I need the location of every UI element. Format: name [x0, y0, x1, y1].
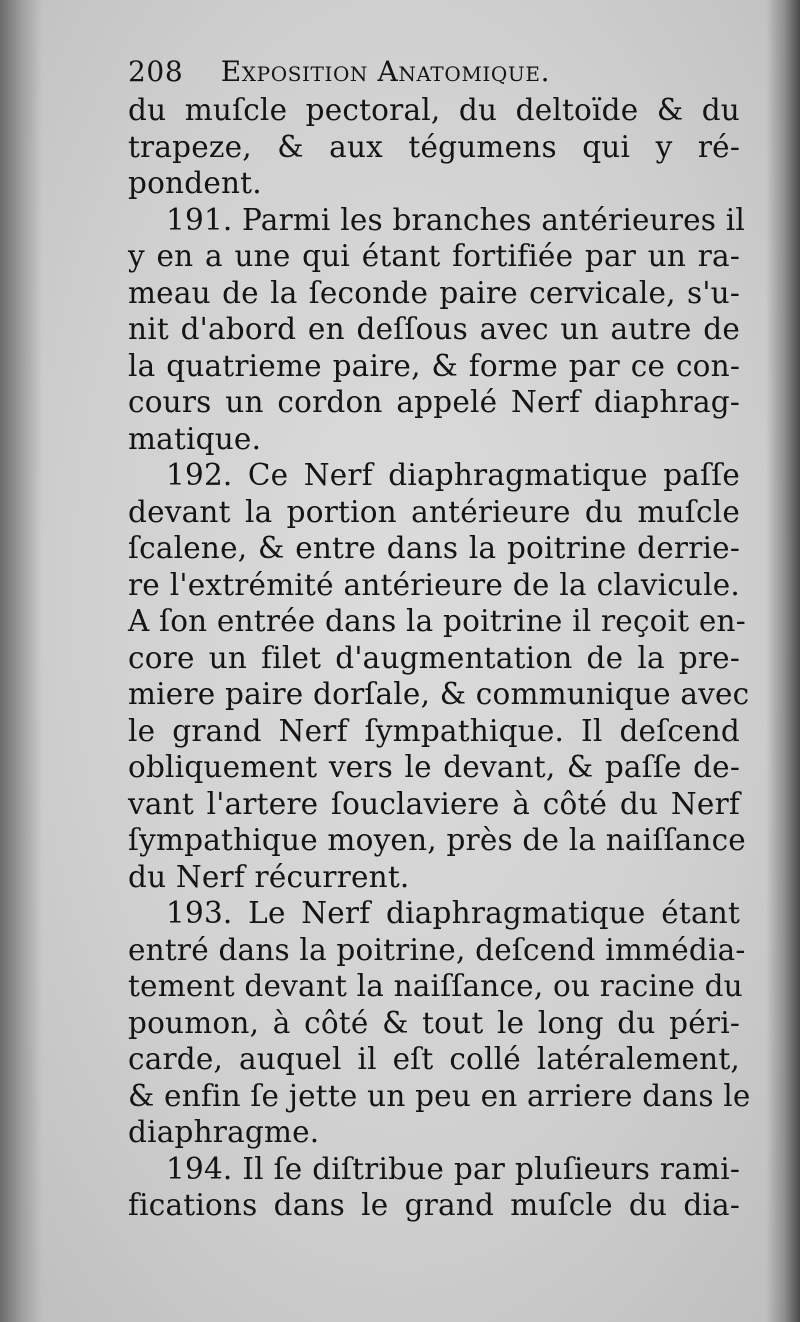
- text-line: ſympathique moyen, près de la naiſſance: [128, 823, 746, 857]
- text-line: vant l'artere ſouclaviere à côté du Nerf: [128, 786, 740, 821]
- paragraph-start-line: 193. Le Nerf diaphragmatique étant: [166, 896, 740, 930]
- text-line: le grand Nerf ſympathique. Il deſcend: [128, 713, 740, 748]
- text-line: entré dans la poitrine, deſcend immédia-: [128, 932, 746, 967]
- page-gutter-shadow: [0, 0, 42, 1322]
- text-line: tement devant la naiſſance, ou racine du: [128, 969, 743, 1003]
- text-line: poumon, à côté & tout le long du péri-: [128, 1005, 740, 1040]
- text-line: & enfin ſe jette un peu en arriere dans le: [128, 1078, 751, 1113]
- paragraph-start-line: 194. Il ſe diſtribue par pluſieurs rami-: [166, 1151, 740, 1186]
- text-line: core un filet d'augmentation de la pre-: [128, 640, 740, 675]
- text-line: devant la portion antérieure du muſcle: [128, 494, 740, 529]
- text-line: fications dans le grand muſcle du dia-: [128, 1188, 740, 1222]
- page-number: 208: [128, 55, 184, 88]
- paragraph-start-line: 192. Ce Nerf diaphragmatique paſſe: [166, 458, 740, 492]
- text-line: ſcalene, & entre dans la poitrine derrie-: [128, 531, 740, 565]
- text-line: obliquement vers le devant, & paſſe de-: [128, 750, 740, 784]
- text-line: carde, auquel il eſt collé latéralement,: [128, 1042, 740, 1076]
- text-line: diaphragme.: [128, 1115, 320, 1149]
- text-line: nit d'abord en deſſous avec un autre de: [128, 312, 740, 346]
- text-line: meau de la ſeconde paire cervicale, s'u-: [128, 275, 740, 310]
- text-line: du muſcle pectoral, du deltoïde & du: [128, 93, 740, 127]
- text-line: re l'extrémité antérieure de la clavicule.: [128, 567, 740, 602]
- text-line: pondent.: [128, 166, 262, 200]
- page-edge-shadow: [766, 0, 800, 1322]
- text-line: cours un cordon appelé Nerf diaphrag-: [128, 385, 740, 419]
- paragraph-start-line: 191. Parmi les branches antérieures il: [166, 202, 745, 237]
- text-block: [128, 52, 751, 1224]
- body-text: [128, 92, 751, 1224]
- running-title: Exposition Anatomique.: [220, 55, 551, 88]
- running-head: [128, 52, 740, 92]
- text-line: la quatrieme paire, & forme par ce con-: [128, 348, 740, 383]
- text-line: du Nerf récurrent.: [128, 859, 410, 894]
- text-line: matique.: [128, 421, 262, 456]
- text-line: y en a une qui étant fortifiée par un ra-: [128, 239, 740, 273]
- text-line: miere paire dorſale, & communique avec: [128, 677, 750, 711]
- text-line: trapeze, & aux tégumens qui y ré-: [128, 129, 740, 164]
- text-line: A ſon entrée dans la poitrine il reçoit en-: [128, 604, 746, 638]
